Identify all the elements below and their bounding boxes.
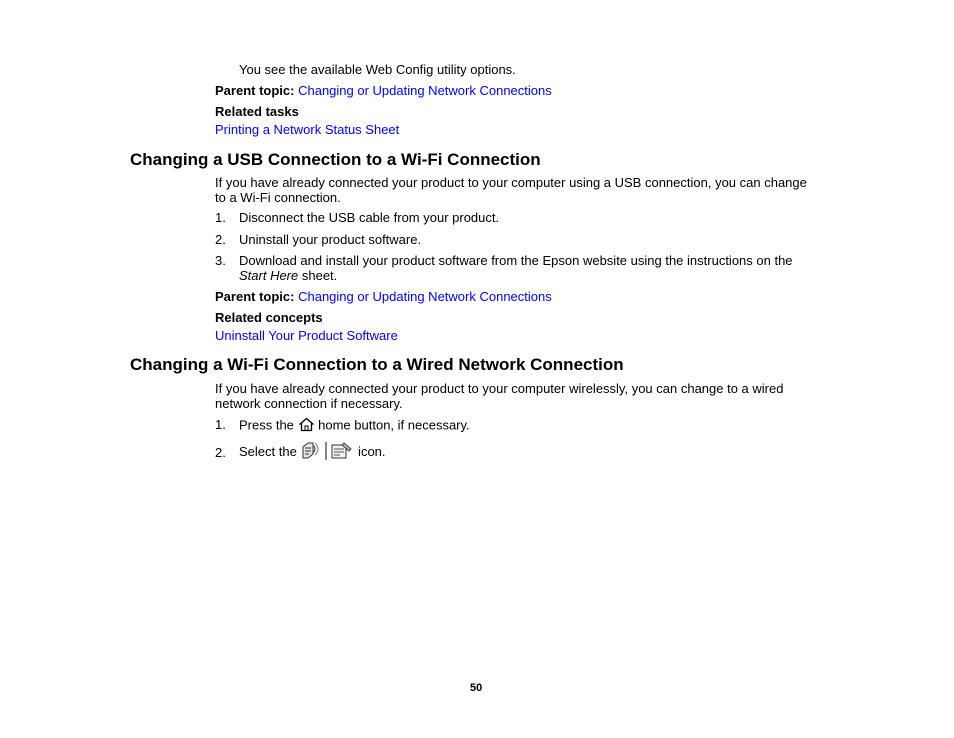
step-text-continuation (239, 268, 809, 283)
parent-topic-link[interactable]: Changing or Updating Network Connections (298, 289, 552, 304)
list-item (215, 415, 815, 433)
list-item (215, 210, 815, 226)
step-number: 2. (215, 232, 226, 247)
section-intro-usb-to-wifi (215, 175, 815, 205)
step-body (239, 253, 809, 283)
section-heading-usb-to-wifi: Changing a USB Connection to a Wi-Fi Connection (130, 150, 541, 169)
document-title: Start Here (239, 268, 299, 283)
step-text: Select the (239, 443, 301, 459)
related-concept-link[interactable]: Uninstall Your Product Software (215, 328, 398, 343)
related-task-link[interactable]: Printing a Network Status Sheet (215, 122, 400, 137)
network-settings-icon (300, 440, 354, 465)
step-number: 1. (215, 210, 226, 225)
related-tasks-label: Related tasks (215, 104, 299, 119)
home-icon (298, 417, 315, 435)
step-text: Download and install your product software from the Epson website using the instructions on the (239, 253, 793, 268)
intro-line: network connection if necessary. (215, 396, 403, 411)
intro-line: to a Wi-Fi connection. (215, 190, 341, 205)
parent-topic-row (215, 83, 552, 98)
step-text-row (239, 440, 809, 465)
step-text: icon. (354, 443, 386, 459)
step-number: 1. (215, 417, 226, 432)
parent-topic-label: Parent topic: (215, 83, 295, 98)
list-item (215, 438, 815, 464)
step-number: 3. (215, 253, 226, 268)
list-item (215, 253, 815, 285)
step-text: Press the (239, 417, 298, 433)
intro-line: If you have already connected your product to your computer using a USB connection, you can change (215, 175, 807, 190)
step-text: home button, if necessary. (314, 417, 470, 433)
intro-line: If you have already connected your product to your computer wirelessly, you can change to a wired (215, 381, 784, 396)
section-heading-wifi-to-wired: Changing a Wi-Fi Connection to a Wired Network Connection (130, 355, 624, 374)
section-intro-wifi-to-wired (215, 381, 815, 411)
step-text-row (239, 417, 809, 435)
related-concepts-label: Related concepts (215, 310, 323, 325)
step-number: 2. (215, 445, 226, 460)
list-item (215, 232, 815, 248)
step-text: Disconnect the USB cable from your product. (239, 210, 500, 225)
parent-topic-link[interactable]: Changing or Updating Network Connections (298, 83, 552, 98)
step-text: sheet. (298, 268, 338, 283)
page-number: 50 (470, 682, 483, 694)
step-text: Uninstall your product software. (239, 232, 422, 247)
parent-topic-label: Parent topic: (215, 289, 295, 304)
parent-topic-row (215, 289, 552, 304)
step-result-text: You see the available Web Config utility options. (239, 62, 516, 77)
